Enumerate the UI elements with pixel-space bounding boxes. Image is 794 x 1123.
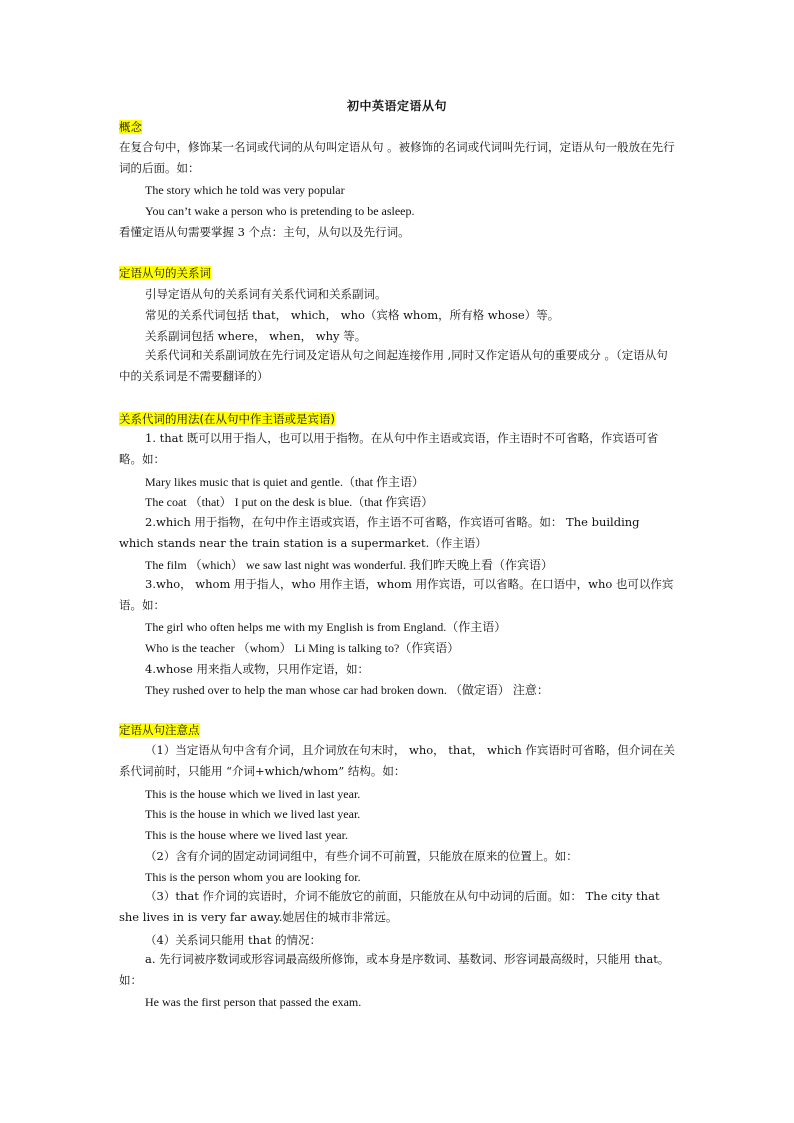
notes-point-3: （3）that 作介词的宾语时，介词不能放它的前面，只能放在从句中动词的后面。如： The city that she lives in is very far away.她居住的城市非常远。 (119, 889, 660, 924)
relative-words-line-1: 引导定语从句的关系词有关系代词和关系副词。 (145, 287, 387, 301)
highlighted-heading: 定语从句的关系词 (119, 266, 211, 280)
pronoun-example-2: The coat （that） I put on the desk is blue.（that 作宾语） (145, 495, 434, 509)
pronoun-usage-who: 3.who， whom 用于指人，who 用作主语，whom 用作宾语，可以省略。在口语中，who 也可以作宾语。如： (119, 577, 674, 612)
notes-point-2: （2）含有介词的固定动词词组中，有些介词不可前置，只能放在原来的位置上。如： (145, 849, 578, 863)
concept-paragraph: 在复合句中，修饰某一名词或代词的从句叫定语从句 。被修饰的名词或代词叫先行词，定语从句一般放在先行词的后面。如： (119, 140, 675, 175)
concept-summary: 看懂定语从句需要掌握 3 个点：主句，从句以及先行词。 (119, 225, 410, 239)
page-title: 初中英语定语从句 (346, 99, 447, 113)
section-heading-relative-words (119, 265, 211, 281)
notes-point-1: （1）当定语从句中含有介词，且介词放在句末时， who， that， which 作宾语时可省略，但介词在关系代词前时，只能用 “介词+which/whom” 结构。如： (119, 743, 675, 778)
notes-example-4: This is the person whom you are looking for. (145, 870, 361, 884)
pronoun-example-6: They rushed over to help the man whose car had broken down. （做定语） 注意： (145, 683, 549, 697)
notes-point-4a: a. 先行词被序数词或形容词最高级所修饰，或本身是序数词、基数词、形容词最高级时，只能用 that。如： (119, 952, 670, 987)
pronoun-example-3: The film （which） we saw last night was wonderful. 我们昨天晚上看（作宾语） (145, 558, 553, 572)
relative-words-line-2: 常见的关系代词包括 that， which， who（宾格 whom，所有格 whose）等。 (145, 308, 560, 322)
highlighted-heading: 关系代词的用法(在从句中作主语或是宾语) (119, 412, 335, 426)
notes-point-4: （4）关系词只能用 that 的情况： (145, 933, 322, 947)
pronoun-example-1: Mary likes music that is quiet and gentle.（that 作主语） (145, 475, 424, 489)
relative-words-paragraph: 关系代词和关系副词放在先行词及定语从句之间起连接作用 ,同时又作定语从句的重要成分 。（定语从句中的关系词是不需要翻译的） (119, 348, 668, 383)
pronoun-usage-that: 1. that 既可以用于指人，也可以用于指物。在从句中作主语或宾语，作主语时不可省略，作宾语可省略。如： (119, 431, 659, 466)
highlighted-heading: 概念 (119, 120, 142, 134)
pronoun-example-5: Who is the teacher （whom） Li Ming is talking to?（作宾语） (145, 641, 460, 655)
pronoun-usage-whose: 4.whose 用来指人或物，只用作定语，如： (145, 662, 370, 676)
concept-example-1: The story which he told was very popular (145, 183, 345, 197)
pronoun-usage-which: 2.which 用于指物，在句中作主语或宾语，作主语不可省略，作宾语可省略。如： The building which stands near the train station is a supermarket.（作主语） (119, 515, 640, 550)
notes-example-2: This is the house in which we lived last year. (145, 807, 361, 821)
section-heading-pronoun-usage (119, 411, 335, 427)
section-heading-concept (119, 119, 142, 135)
relative-words-line-3: 关系副词包括 where， when， why 等。 (145, 329, 367, 343)
highlighted-heading: 定语从句注意点 (119, 723, 200, 737)
notes-example-3: This is the house where we lived last year. (145, 828, 348, 842)
notes-example-5: He was the first person that passed the exam. (145, 995, 362, 1009)
pronoun-example-4: The girl who often helps me with my English is from England.（作主语） (145, 620, 507, 634)
notes-example-1: This is the house which we lived in last year. (145, 787, 361, 801)
concept-example-2: You can’t wake a person who is pretending to be asleep. (145, 204, 415, 218)
section-heading-notes (119, 722, 200, 738)
